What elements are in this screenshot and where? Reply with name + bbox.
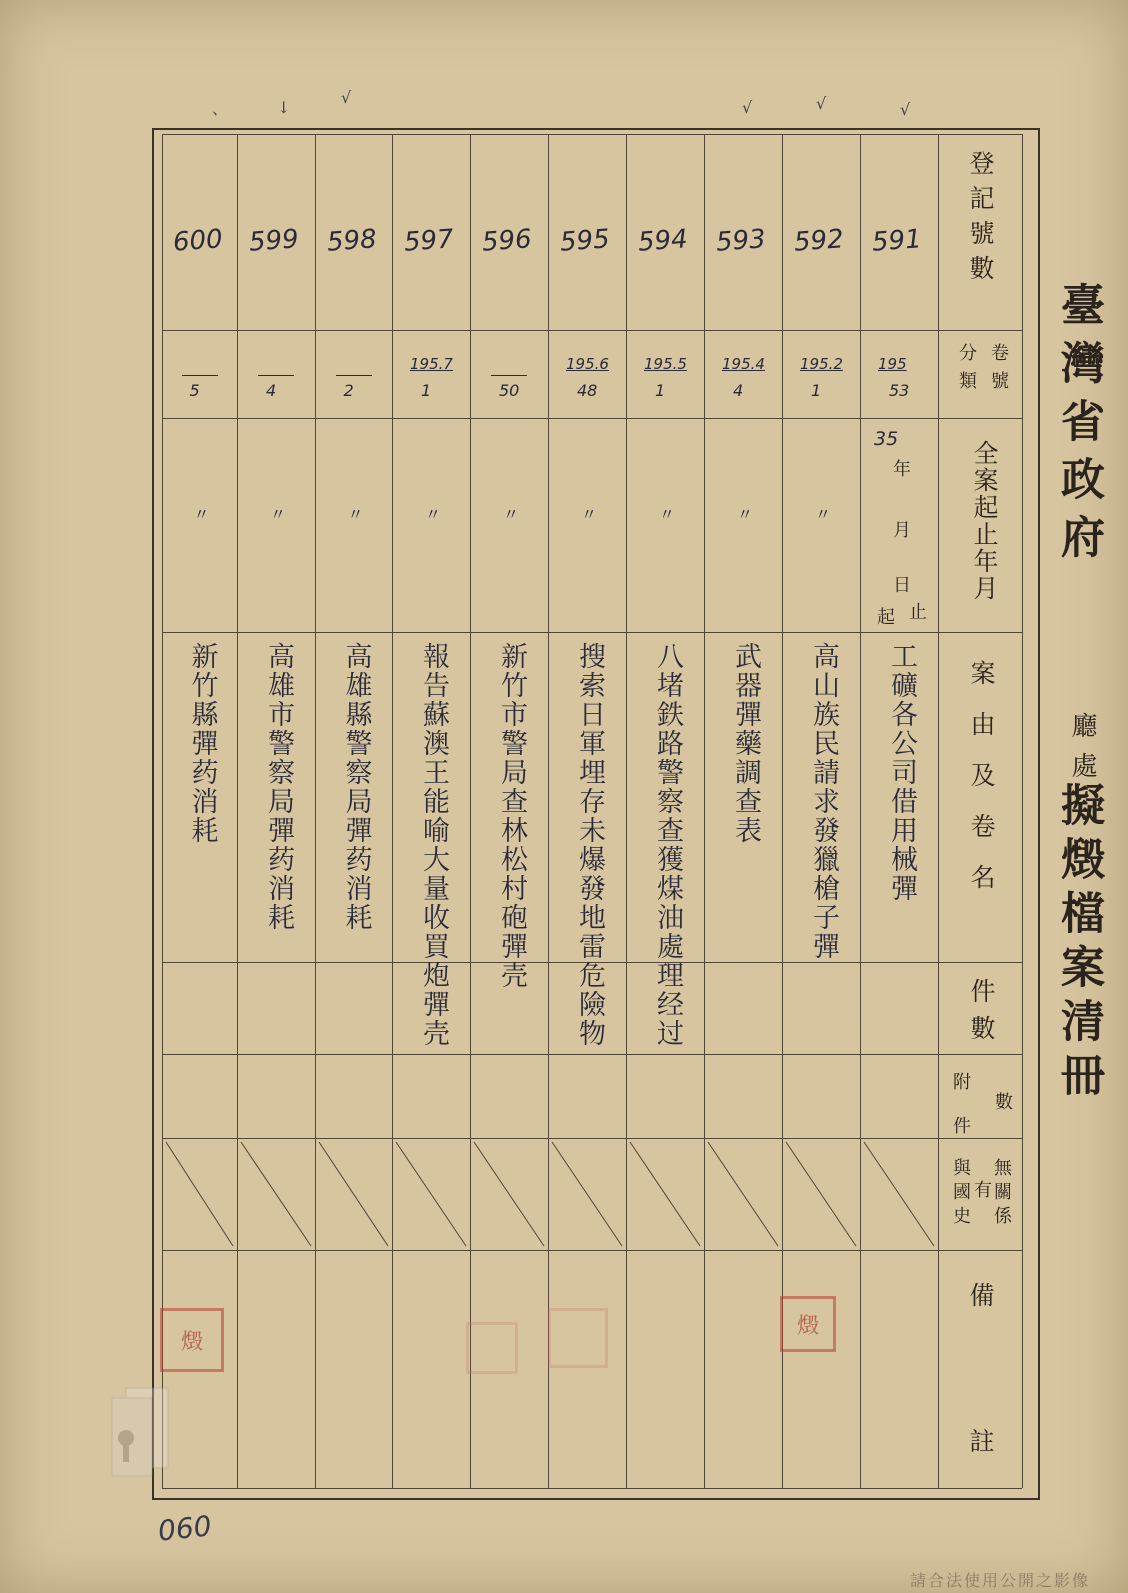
- subject-text: 工礦各公司借用械彈: [886, 642, 917, 903]
- header-count: 件數: [967, 978, 996, 1052]
- class-top: 195.5: [644, 355, 687, 373]
- header-history-a: 與國史: [950, 1158, 971, 1230]
- check-mark: √: [900, 100, 911, 119]
- record-number: 592: [793, 224, 845, 258]
- period-day: 日: [890, 575, 911, 593]
- period-ditto: 〃: [581, 505, 598, 524]
- period-year-num: 35: [874, 428, 899, 450]
- history-slash: [786, 1142, 856, 1246]
- period-ditto: 〃: [270, 505, 287, 524]
- subject-text: 武器彈藥調查表: [730, 642, 761, 845]
- header-remarks-b: 註: [966, 1428, 995, 1463]
- header-class-b: 分類: [956, 343, 977, 399]
- history-slash: [166, 1142, 233, 1246]
- class-bottom: 4: [266, 381, 277, 400]
- history-slash: [319, 1142, 388, 1246]
- header-class-a: 卷號: [988, 343, 1009, 399]
- class-bottom: 1: [421, 381, 432, 400]
- record-number: 591: [871, 224, 923, 258]
- class-bottom: 48: [577, 381, 598, 400]
- record-number: 594: [637, 224, 689, 258]
- page-number: 060: [156, 1509, 214, 1548]
- subject-text: 新竹市警局查林松村砲彈壳: [496, 642, 527, 990]
- record-number: 593: [715, 224, 767, 258]
- class-top: 195.6: [566, 355, 609, 373]
- check-mark: √: [341, 88, 352, 107]
- red-seal: 燬: [160, 1308, 224, 1372]
- period-ditto: 〃: [659, 505, 676, 524]
- period-start: 起: [874, 607, 895, 625]
- department-label: 廳處: [1067, 712, 1097, 792]
- period-ditto: 〃: [347, 505, 364, 524]
- record-number: 598: [325, 224, 378, 258]
- check-mark: ↓: [277, 98, 291, 117]
- record-number: 600: [171, 224, 224, 258]
- subject-text: 新竹縣彈药消耗: [186, 642, 218, 845]
- archive-logo-icon: [96, 1378, 196, 1488]
- subject-text: 八堵鉄路警察查獲煤油處理经过: [652, 642, 683, 1048]
- subject-text: 高山族民請求發獵槍子彈: [808, 642, 839, 961]
- history-slash: [630, 1142, 700, 1246]
- period-ditto: 〃: [193, 505, 210, 524]
- record-number: 596: [481, 224, 533, 258]
- period-end: 止: [906, 602, 927, 620]
- history-slash: [552, 1142, 622, 1246]
- class-bottom: 50: [499, 381, 520, 400]
- class-bottom: 53: [889, 381, 910, 400]
- header-reg-no: 登記號數: [966, 150, 995, 290]
- history-slash: [474, 1142, 544, 1246]
- period-ditto: 〃: [503, 505, 520, 524]
- header-attach-b: 數: [992, 1092, 1013, 1110]
- red-seal: 燬: [780, 1296, 836, 1352]
- faint-seal: [466, 1322, 518, 1374]
- record-number: 595: [559, 224, 611, 258]
- subject-text: 高雄縣警察局彈药消耗: [340, 642, 372, 932]
- class-bottom: 5: [189, 381, 200, 400]
- header-history-c: 有: [971, 1180, 992, 1198]
- class-top: 195.4: [722, 355, 765, 373]
- check-mark: √: [816, 94, 827, 113]
- period-year: 年: [890, 459, 911, 477]
- period-ditto: 〃: [815, 505, 832, 524]
- header-subject: 案由及卷名: [967, 660, 996, 915]
- check-mark: 、: [212, 99, 229, 118]
- history-slash: [864, 1142, 934, 1246]
- subject-text: 報告蘇澳王能喻大量收買炮彈壳: [418, 642, 449, 1048]
- check-mark: √: [742, 98, 753, 117]
- record-number: 597: [403, 224, 455, 258]
- period-month: 月: [890, 520, 911, 538]
- subject-text: 搜索日軍埋存未爆發地雷危險物: [574, 642, 605, 1048]
- list-title: 擬燬檔案清冊: [1053, 782, 1104, 1106]
- history-slash: [708, 1142, 778, 1246]
- history-slash: [396, 1142, 466, 1246]
- header-attach-a: 附件: [950, 1072, 971, 1160]
- class-top: 195.2: [800, 355, 843, 373]
- header-period: 全案起止年月: [970, 440, 999, 602]
- history-slash: [241, 1142, 311, 1246]
- class-bottom: 4: [733, 381, 744, 400]
- class-bottom: 1: [811, 381, 822, 400]
- class-top: 195: [878, 355, 907, 373]
- header-remarks-a: 備: [966, 1282, 995, 1317]
- class-bottom: 1: [655, 381, 666, 400]
- faint-seal: [548, 1308, 608, 1368]
- period-ditto: 〃: [425, 505, 442, 524]
- government-title: 臺灣省政府: [1053, 282, 1104, 572]
- header-history-b: 無關係: [991, 1158, 1012, 1230]
- class-top: 195.7: [410, 355, 453, 373]
- watermark-text: 請合法使用公開之影像: [910, 1571, 1091, 1590]
- subject-text: 高雄市警察局彈药消耗: [263, 642, 294, 932]
- class-bottom: 2: [343, 381, 354, 400]
- period-ditto: 〃: [737, 505, 754, 524]
- record-number: 599: [248, 224, 300, 258]
